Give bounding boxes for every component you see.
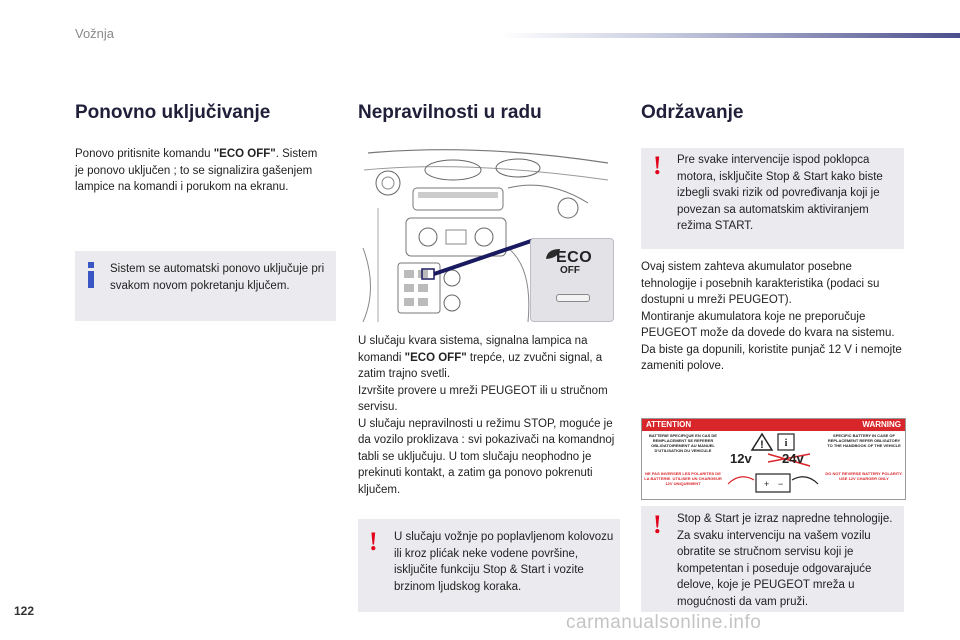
flood-warning-box (358, 519, 620, 612)
heading-restart: Ponovno uključivanje (75, 102, 271, 123)
off-label: OFF (560, 265, 580, 276)
warning-icon: ! (369, 527, 378, 556)
battery-warning-label (641, 418, 906, 500)
info-icon (87, 262, 95, 288)
maintenance-warning-box (641, 148, 904, 249)
section-title: Vožnja (75, 26, 115, 41)
service-warning-text: Stop & Start je izraz napredne tehnologije. Za svaku intervenciju na vašem vozilu obratite se stručnom servisu koji je kompetentan i poseduje odgovarajuće delove, koje je PEUGEOT mreža u mogućnosti da vam pruži. (677, 513, 893, 608)
label-en-polarity: DO NOT REVERSE BATTERY POLARITY. USE 12V CHARGER ONLY (825, 471, 903, 481)
heading-malfunctions: Nepravilnosti u radu (358, 102, 542, 123)
info-box (75, 251, 336, 321)
flood-warning-text: U slučaju vožnje po poplavljenom kolovozu ili kroz plićak neke vodene površine, isključite funkciju Stop & Start i vozite brzinom ljudskog koraka. (394, 531, 614, 593)
label-warning: WARNING (862, 420, 901, 429)
restart-paragraph: Ponovo pritisnite komandu "ECO OFF". Sistem je ponovo uključen ; to se signalizira gašenjem lampice na komandi i porukom na ekranu. (75, 148, 318, 193)
eco-label: ECO (556, 249, 593, 266)
label-24v: 24v (782, 451, 804, 466)
eco-off-button (530, 238, 614, 322)
label-fr-specific: BATTERIE SPECIFIQUE EN CAS DE REMPLACEMENT SE REFERER OBLIGATOIREMENT AU MANUEL D'UTILISATION DU VEHICULE (649, 433, 717, 453)
label-attention: ATTENTION (646, 420, 692, 429)
watermark: carmanualsonline.info (566, 612, 762, 633)
service-warning-box (641, 506, 904, 612)
svg-text:i: i (784, 438, 788, 449)
header-gradient-bar (500, 33, 960, 38)
info-text: Sistem se automatski ponovo uključuje pri svakom novom pokretanju ključem. (110, 263, 325, 292)
label-fr-polarity: NE PAS INVERSER LES POLARITES DE LA BATTERIE. UTILISER UN CHARGEUR 12V UNIQUEMENT (644, 471, 722, 486)
label-12v: 12v (730, 451, 752, 466)
label-en-specific: SPECIFIC BATTERY IN CASE OF REPLACEMENT REFER OBLIGATORY TO THE HANDBOOK OF THE VEHICLE (827, 433, 901, 448)
warning-icon: ! (653, 510, 662, 539)
malfunction-paragraph: U slučaju kvara sistema, signalna lampica na komandi "ECO OFF" trepće, uz zvučni signal, a zatim trajno svetli. Izvršite provere u mreži PEUGEOT ili u stručnom servisu. U slučaju nepravilnosti u režimu STOP, moguće je da vozilo proklizava : svi pokazivači na komandnoj tabli se uključuju. U tom slučaju neophodno je prekinuti kontakt, a zatim ga ponovo pokrenuti ključem. (358, 335, 615, 496)
battery-paragraph: Ovaj sistem zahteva akumulator posebne tehnologije i posebnih karakteristika (podaci su dostupni u mreži PEUGEOT). Montiranje akumulatora koje ne preporučuje PEUGEOT može da dovede do kvara na sistemu. Da biste ga dopunili, koristite punjač 12 V i nemojte zameniti polove. (641, 261, 902, 372)
page-number: 122 (14, 604, 35, 618)
indicator-light (556, 294, 590, 302)
maintenance-warning-text: Pre svake intervencije ispod poklopca motora, isključite Stop & Start kako biste izbegli svaki rizik od povređivanja koji je povezan sa automatskim aktiviranjem režima START. (677, 154, 883, 232)
label-header (642, 419, 905, 431)
svg-text:+: + (764, 479, 770, 489)
warning-icon: ! (653, 151, 662, 180)
svg-text:!: ! (760, 439, 764, 451)
svg-text:−: − (778, 479, 784, 489)
heading-maintenance: Održavanje (641, 102, 744, 123)
